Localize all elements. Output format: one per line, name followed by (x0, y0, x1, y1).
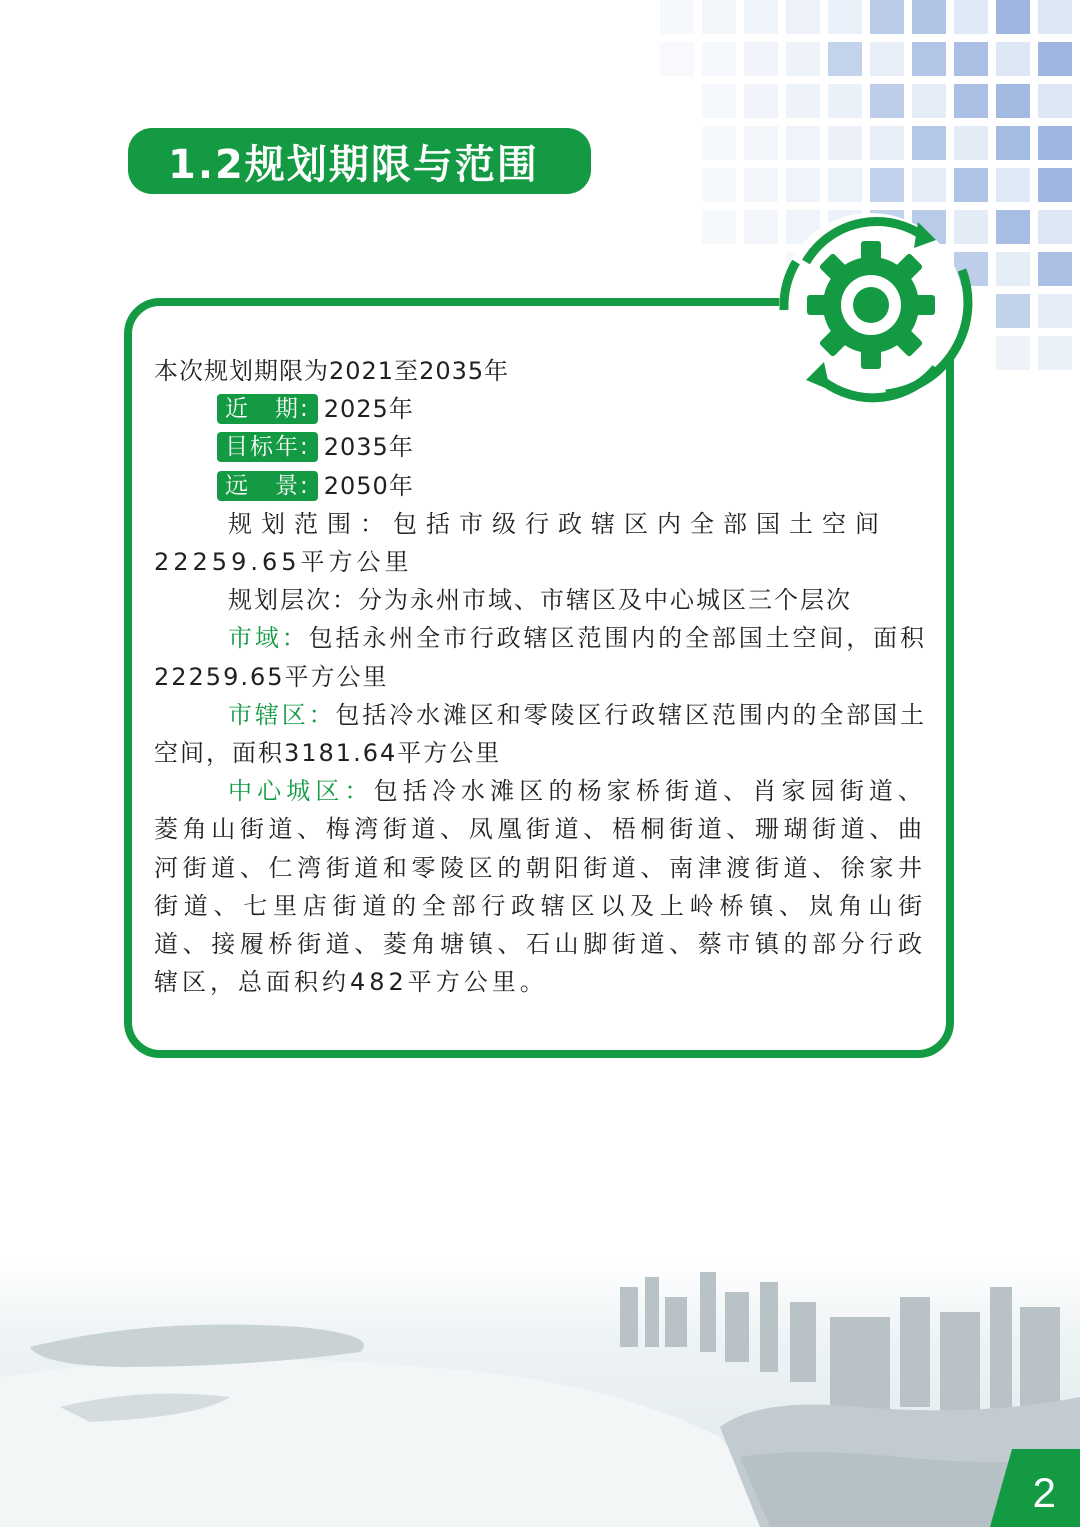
mosaic-tile (954, 42, 988, 76)
mosaic-tile (828, 168, 862, 202)
mosaic-tile (996, 294, 1030, 328)
mosaic-tile (702, 168, 736, 202)
mosaic-tile (912, 0, 946, 34)
timeline-value: 2050年 (323, 471, 414, 500)
mosaic-tile (744, 42, 778, 76)
timeline-near (154, 390, 926, 428)
mosaic-tile (870, 126, 904, 160)
mosaic-tile (954, 168, 988, 202)
mosaic-tile (912, 42, 946, 76)
section-title: 1.2规划期限与范围 (168, 141, 539, 188)
mosaic-tile (996, 252, 1030, 286)
mosaic-tile (1038, 336, 1072, 370)
mosaic-tile (954, 126, 988, 160)
mosaic-tile (912, 84, 946, 118)
mosaic-tile (1038, 126, 1072, 160)
mosaic-tile (702, 84, 736, 118)
mosaic-tile (996, 84, 1030, 118)
mosaic-tile (786, 0, 820, 34)
center-text: 包括冷水滩区的杨家桥街道、肖家园街道、菱角山街道、梅湾街道、凤凰街道、梧桐街道、珊瑚街道、曲河街道、仁湾街道和零陵区的朝阳街道、南津渡街道、徐家井街道、七里店街道的全部行政辖区以及上岭桥镇、岚角山街道、接履桥街道、菱角塘镇、石山脚街道、蔡市镇的部分行政辖区，总面积约482平方公里。 (154, 777, 927, 997)
city-skyline-image (0, 1257, 1080, 1527)
mosaic-tile (702, 0, 736, 34)
mosaic-tile (996, 168, 1030, 202)
mosaic-tile (702, 126, 736, 160)
timeline-tag: 远 景: (217, 471, 318, 501)
mosaic-tile (870, 84, 904, 118)
mosaic-tile (870, 0, 904, 34)
mosaic-tile (996, 126, 1030, 160)
mosaic-tile (744, 168, 778, 202)
mosaic-tile (954, 0, 988, 34)
city-text: 包括永州全市行政辖区范围内的全部国土空间，面积22259.65平方公里 (154, 624, 926, 691)
mosaic-tile (870, 168, 904, 202)
card-content (154, 352, 926, 1001)
mosaic-tile (1038, 252, 1072, 286)
mosaic-tile (744, 126, 778, 160)
timeline-value: 2025年 (323, 395, 414, 424)
city-label: 市域： (228, 624, 309, 653)
mosaic-tile (870, 42, 904, 76)
mosaic-tile (744, 84, 778, 118)
mosaic-tile (828, 0, 862, 34)
mosaic-tile (828, 42, 862, 76)
mosaic-tile (786, 126, 820, 160)
mosaic-tile (996, 210, 1030, 244)
scope-line1: 规划范围：包括市级行政辖区内全部国土空间 (228, 509, 888, 538)
city-paragraph (154, 619, 926, 695)
center-label: 中心城区： (228, 777, 374, 806)
mosaic-tile (828, 84, 862, 118)
mosaic-tile (996, 42, 1030, 76)
timeline-tag: 近 期: (217, 394, 318, 424)
mosaic-tile (912, 126, 946, 160)
mosaic-tile (1038, 0, 1072, 34)
mosaic-tile (660, 42, 694, 76)
mosaic-tile (1038, 84, 1072, 118)
mosaic-tile (1038, 42, 1072, 76)
mosaic-tile (1038, 210, 1072, 244)
section-title-pill (128, 128, 591, 194)
mosaic-tile (786, 84, 820, 118)
mosaic-tile (1038, 168, 1072, 202)
mosaic-tile (702, 42, 736, 76)
timeline-target (154, 428, 926, 466)
district-paragraph (154, 696, 926, 772)
mosaic-tile (1038, 294, 1072, 328)
mosaic-tile (996, 0, 1030, 34)
page-number-badge (990, 1449, 1080, 1527)
mosaic-tile (744, 0, 778, 34)
mosaic-tile (786, 42, 820, 76)
mosaic-tile (996, 336, 1030, 370)
mosaic-tile (912, 168, 946, 202)
district-text: 包括冷水滩区和零陵区行政辖区范围内的全部国土空间，面积3181.64平方公里 (154, 700, 927, 767)
timeline-vision (154, 467, 926, 505)
scope-line2: 22259.65平方公里 (154, 547, 413, 576)
timeline-tag: 目标年: (217, 432, 318, 462)
page-number: 2 (1032, 1469, 1056, 1516)
mosaic-tile (660, 0, 694, 34)
center-paragraph (154, 772, 926, 1001)
levels-line: 规划层次：分为永州市域、市辖区及中心城区三个层次 (228, 586, 852, 615)
mosaic-tile (828, 126, 862, 160)
mosaic-tile (702, 210, 736, 244)
mosaic-tile (786, 168, 820, 202)
timeline-value: 2035年 (323, 433, 414, 462)
mosaic-tile (954, 84, 988, 118)
period-intro: 本次规划期限为2021至2035年 (154, 357, 510, 385)
district-label: 市辖区： (228, 700, 336, 729)
